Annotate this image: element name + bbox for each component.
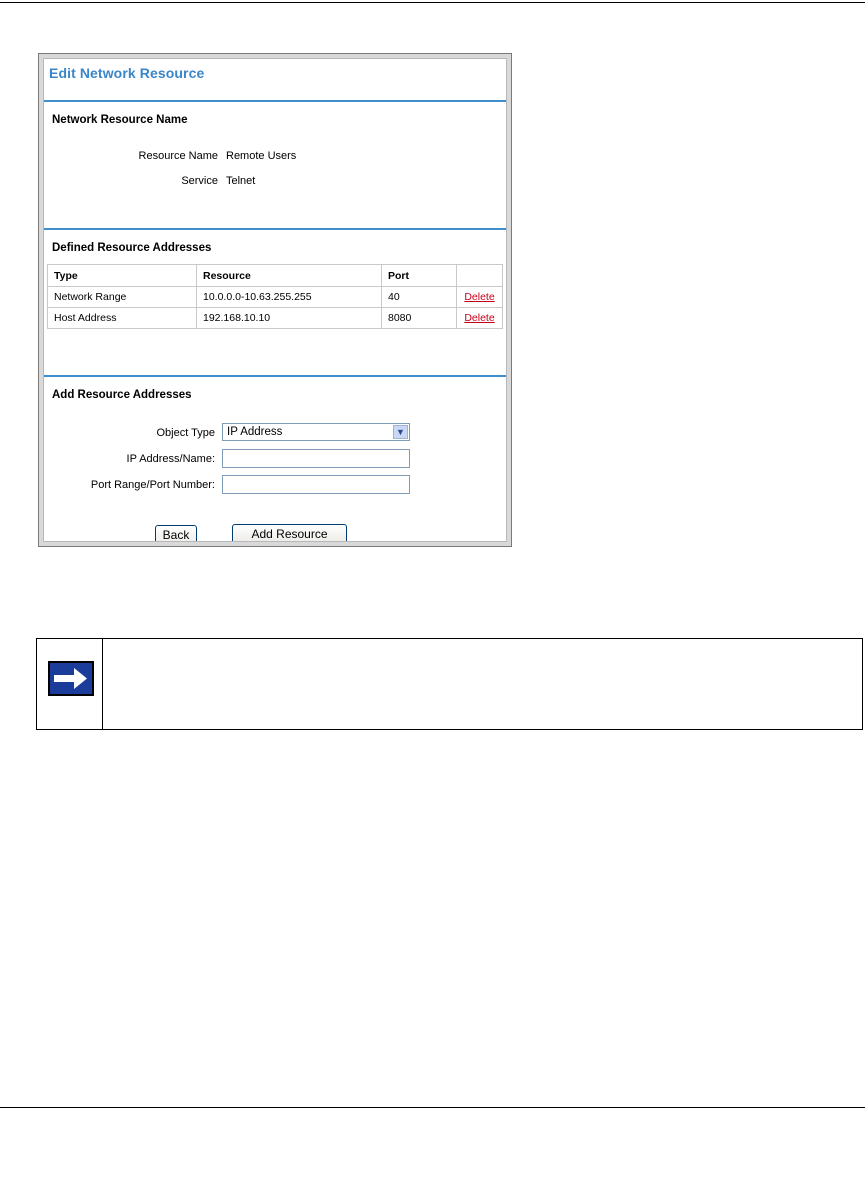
object-type-selected-value: IP Address (227, 426, 283, 438)
object-type-select[interactable] (222, 423, 410, 441)
object-type-label: Object Type (156, 427, 215, 439)
arrow-right-icon (48, 661, 94, 696)
column-header-resource: Resource (197, 265, 382, 287)
resource-name-label: Resource Name (138, 150, 218, 162)
add-resource-addresses-heading: Add Resource Addresses (52, 389, 192, 401)
note-divider (102, 639, 103, 729)
cell-action (457, 308, 503, 329)
add-resource-button[interactable]: Add Resource (232, 524, 347, 542)
cell-type: Host Address (48, 308, 197, 329)
edit-network-resource-panel (43, 58, 507, 542)
table-row (48, 287, 503, 308)
table-row (48, 308, 503, 329)
port-range-input[interactable] (222, 475, 410, 494)
section-divider (44, 228, 506, 230)
page-bottom-rule (0, 1107, 865, 1108)
chevron-down-icon[interactable]: ▼ (393, 425, 408, 439)
section-divider (44, 375, 506, 377)
ip-address-name-label: IP Address/Name: (126, 453, 215, 465)
network-resource-name-heading: Network Resource Name (52, 114, 188, 126)
column-header-port: Port (382, 265, 457, 287)
port-range-label: Port Range/Port Number: (90, 479, 215, 491)
column-header-action (457, 265, 503, 287)
defined-resource-addresses-heading: Defined Resource Addresses (52, 242, 212, 254)
cell-resource: 192.168.10.10 (197, 308, 382, 329)
section-divider (44, 100, 506, 102)
column-header-type: Type (48, 265, 197, 287)
table-header-row (48, 265, 503, 287)
service-value: Telnet (226, 175, 256, 187)
delete-link[interactable]: Delete (464, 312, 495, 324)
delete-link[interactable]: Delete (464, 291, 495, 303)
service-label: Service (181, 175, 218, 187)
cell-type: Network Range (48, 287, 197, 308)
screenshot-frame (38, 53, 512, 547)
cell-resource: 10.0.0.0-10.63.255.255 (197, 287, 382, 308)
cell-port: 8080 (382, 308, 457, 329)
resource-name-value: Remote Users (226, 150, 297, 162)
resource-addresses-table (47, 264, 503, 329)
ip-address-name-input[interactable] (222, 449, 410, 468)
page-top-rule (0, 2, 865, 3)
back-button[interactable]: Back (155, 525, 197, 542)
cell-action (457, 287, 503, 308)
note-box (36, 638, 863, 730)
page-title: Edit Network Resource (49, 65, 205, 81)
cell-port: 40 (382, 287, 457, 308)
